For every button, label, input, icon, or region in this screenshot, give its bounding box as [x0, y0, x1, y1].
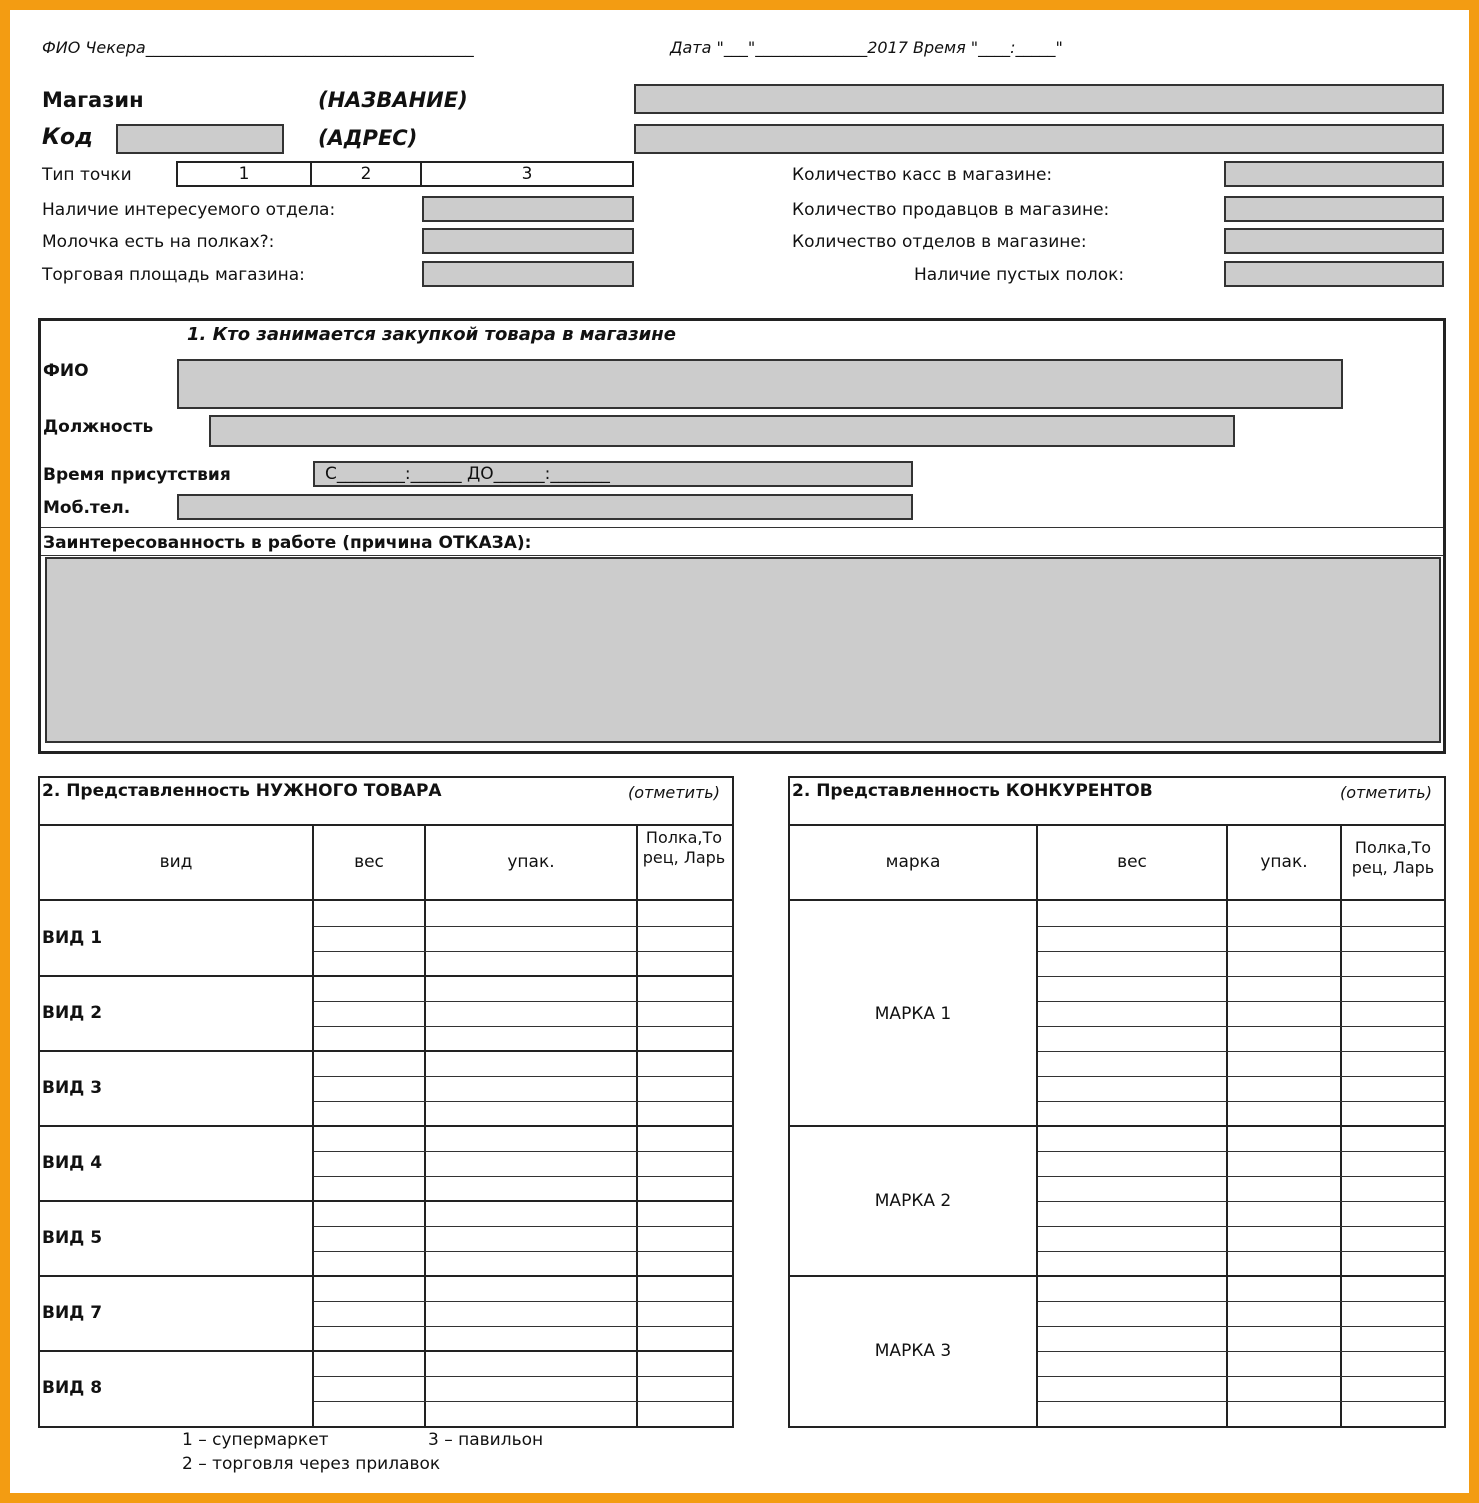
competitors-row-label: МАРКА 1 — [874, 1003, 952, 1024]
goods-subrow-divider — [314, 951, 732, 952]
competitors-table — [788, 776, 1446, 1428]
position-field[interactable] — [209, 415, 1235, 447]
competitors-subrow-divider — [1038, 1176, 1444, 1177]
department-field[interactable] — [422, 196, 634, 222]
competitors-table-title: 2. Представленность КОНКУРЕНТОВ — [792, 781, 1153, 801]
goods-row-label: ВИД 4 — [42, 1152, 103, 1173]
goods-subrow-divider — [314, 1176, 732, 1177]
point-type-option-1[interactable] — [176, 161, 312, 187]
goods-group-divider — [40, 1275, 732, 1277]
empty-shelves-label: Наличие пустых полок: — [914, 265, 1125, 285]
point-type-option-1-label: 1 — [238, 164, 250, 184]
competitors-subrow-divider — [1038, 1351, 1444, 1352]
competitors-subrow-divider — [1038, 951, 1444, 952]
goods-col-pack: упак. — [507, 852, 555, 872]
checker-label: ФИО Чекера_________________________________________ — [42, 38, 474, 57]
goods-row-label: ВИД 5 — [42, 1227, 103, 1248]
competitors-col-shelf: Полка,То рец, Ларь — [1351, 838, 1435, 877]
competitors-col-brand: марка — [885, 852, 941, 872]
department-label: Наличие интересуемого отдела: — [42, 200, 336, 220]
legend-item-3: 3 – павильон — [428, 1430, 544, 1450]
goods-subrow-divider — [314, 1026, 732, 1027]
shop-label: Магазин — [42, 88, 144, 112]
competitors-subrow-divider — [1038, 1376, 1444, 1377]
goods-subrow-divider — [314, 1101, 732, 1102]
date-time-label: Дата "___"______________2017 Время "____:_____" — [670, 38, 1063, 57]
phone-field[interactable] — [177, 494, 913, 520]
code-label: Код — [42, 125, 93, 150]
presence-field[interactable] — [313, 461, 913, 487]
goods-group-divider — [40, 1050, 732, 1052]
point-type-label: Тип точки — [42, 165, 132, 185]
point-type-option-3-label: 3 — [521, 164, 533, 184]
competitors-col-weight: вес — [1117, 852, 1147, 872]
point-type-option-2-label: 2 — [360, 164, 372, 184]
phone-label: Моб.тел. — [43, 498, 131, 518]
cashdesks-label: Количество касс в магазине: — [792, 165, 1053, 185]
competitors-subrow-divider — [1038, 1051, 1444, 1052]
fio-field[interactable] — [177, 359, 1343, 409]
departments-count-field[interactable] — [1224, 228, 1444, 254]
competitors-subrow-divider — [1038, 1001, 1444, 1002]
competitors-mark-label: (отметить) — [1340, 783, 1432, 802]
competitors-subrow-divider — [1038, 1101, 1444, 1102]
goods-subrow-divider — [314, 1301, 732, 1302]
empty-shelves-field[interactable] — [1224, 261, 1444, 287]
sellers-field[interactable] — [1224, 196, 1444, 222]
goods-subrow-divider — [314, 1151, 732, 1152]
interest-label: Заинтересованность в работе (причина ОТКАЗА): — [43, 533, 532, 553]
cashdesks-field[interactable] — [1224, 161, 1444, 187]
goods-table-title: 2. Представленность НУЖНОГО ТОВАРА — [42, 781, 442, 801]
dairy-label: Молочка есть на полках?: — [42, 232, 275, 252]
interest-divider — [41, 527, 1443, 528]
goods-subrow-divider — [314, 1326, 732, 1327]
goods-row-label: ВИД 7 — [42, 1302, 103, 1323]
presence-value: С________:______ ДО______:_______ — [325, 464, 610, 484]
goods-subrow-divider — [314, 926, 732, 927]
goods-col-weight: вес — [354, 852, 384, 872]
goods-subrow-divider — [314, 1226, 732, 1227]
goods-row-label: ВИД 3 — [42, 1077, 103, 1098]
competitors-subrow-divider — [1038, 1226, 1444, 1227]
legend-item-1: 1 – супермаркет — [182, 1430, 329, 1450]
competitors-subrow-divider — [1038, 1026, 1444, 1027]
goods-row-label: ВИД 1 — [42, 927, 103, 948]
shop-address-field[interactable] — [634, 124, 1444, 154]
purchaser-section — [38, 318, 1446, 754]
competitors-subrow-divider — [1038, 1301, 1444, 1302]
competitors-col-pack: упак. — [1260, 852, 1308, 872]
goods-row-label: ВИД 8 — [42, 1377, 103, 1398]
competitors-subrow-divider — [1038, 1326, 1444, 1327]
competitors-subrow-divider — [1038, 976, 1444, 977]
goods-group-divider — [40, 1350, 732, 1352]
competitors-row-label: МАРКА 2 — [874, 1191, 952, 1211]
competitors-row-label: МАРКА 3 — [874, 1341, 952, 1361]
goods-mark-label: (отметить) — [628, 783, 720, 802]
fio-label: ФИО — [43, 361, 89, 381]
goods-group-divider — [40, 1200, 732, 1202]
competitors-subrow-divider — [1038, 1076, 1444, 1077]
goods-table — [38, 776, 734, 1428]
goods-subrow-divider — [314, 1001, 732, 1002]
goods-header-divider — [40, 899, 732, 901]
goods-row-label: ВИД 2 — [42, 1002, 103, 1023]
goods-group-divider — [40, 975, 732, 977]
shop-name-field[interactable] — [634, 84, 1444, 114]
goods-group-divider — [40, 1125, 732, 1127]
presence-label: Время присутствия — [43, 465, 231, 485]
name-label: (НАЗВАНИЕ) — [318, 88, 468, 112]
goods-subrow-divider — [314, 1076, 732, 1077]
area-label: Торговая площадь магазина: — [42, 265, 305, 285]
legend-item-2: 2 – торговля через прилавок — [182, 1454, 441, 1474]
interest-field[interactable] — [45, 557, 1441, 743]
interest-label-divider — [41, 555, 1443, 556]
competitors-subrow-divider — [1038, 1151, 1444, 1152]
competitors-subrow-divider — [1038, 1201, 1444, 1202]
goods-col-type: вид — [159, 852, 193, 872]
goods-subrow-divider — [314, 1251, 732, 1252]
purchaser-section-title: 1. Кто занимается закупкой товара в магазине — [187, 324, 676, 345]
goods-col-shelf: Полка,То рец, Ларь — [642, 828, 726, 867]
code-field[interactable] — [116, 124, 284, 154]
point-type-option-3[interactable] — [420, 161, 634, 187]
area-field[interactable] — [422, 261, 634, 287]
dairy-field[interactable] — [422, 228, 634, 254]
sellers-label: Количество продавцов в магазине: — [792, 200, 1110, 220]
goods-subrow-divider — [314, 1376, 732, 1377]
goods-subrow-divider — [314, 1401, 732, 1402]
point-type-option-2[interactable] — [310, 161, 422, 187]
competitors-subrow-divider — [1038, 926, 1444, 927]
position-label: Должность — [43, 417, 154, 437]
competitors-subrow-divider — [1038, 1251, 1444, 1252]
competitors-subrow-divider — [1038, 1401, 1444, 1402]
departments-count-label: Количество отделов в магазине: — [792, 232, 1087, 252]
address-label: (АДРЕС) — [318, 126, 418, 150]
